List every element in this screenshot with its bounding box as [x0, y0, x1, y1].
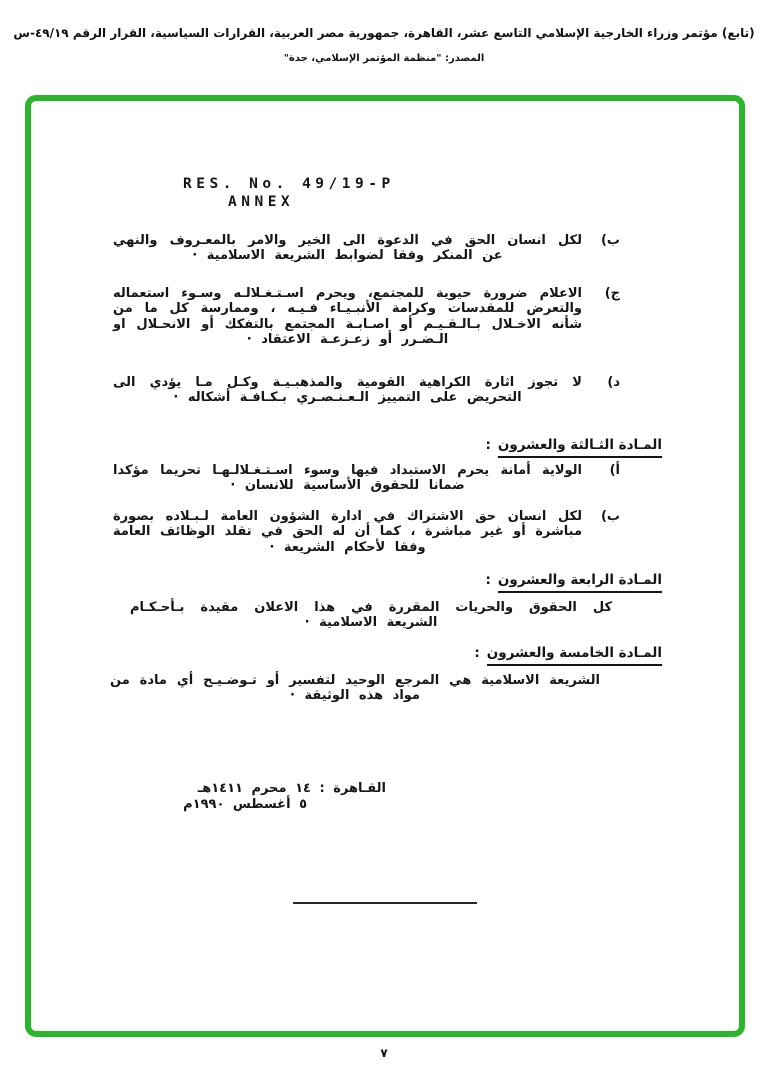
clause-j-label: ج): [604, 286, 620, 301]
resolution-number: RES. No. 49/19-P: [183, 176, 395, 192]
clause-b-label: ب): [600, 233, 620, 248]
clause-b-row: [113, 233, 620, 264]
article-24-heading-text: المـادة الرابعة والعشرون: [498, 572, 662, 593]
article-23-item-a-text: الولاية أمانة يحرم الاستبداد فيها وسوء اسـتـغـلالـهـا تحريما مؤكدا ضمانا للحقوق الأساسية للانسان ·: [113, 463, 582, 494]
clause-d-row: [113, 375, 620, 406]
article-23-heading-text: المـادة الثـالثة والعشرون: [498, 437, 662, 458]
page-header-source: المصدر: "منظمة المؤتمر الإسلامي، جدة": [283, 53, 485, 64]
end-separator-rule: [293, 902, 477, 904]
article-24-text: كل الحقوق والحريات المقررة في هذا الاعلان مقيدة بـأحـكـام الشريعة الاسلامية ·: [130, 600, 612, 631]
page-header-title: (تابع) مؤتمر وزراء الخارجية الإسلامي التاسع عشر، القاهرة، جمهورية مصر العربية، القرارات السياسية، القرار الرقم ٤٩/١٩-س: [13, 26, 755, 40]
dateline-hijri: القـاهرة : ١٤ محرم ١٤١١هـ: [197, 781, 386, 796]
article-25-heading-colon: :: [474, 645, 480, 661]
article-23-item-a-row: [113, 463, 620, 494]
article-25-heading: [474, 645, 662, 661]
dateline: [158, 781, 386, 812]
clause-j-row: [113, 286, 620, 348]
article-23-heading-colon: :: [485, 437, 491, 453]
article-23-item-a-label: أ): [609, 463, 620, 478]
clause-b-text: لكل انسان الحق في الدعوة الى الخير والامر بالمعـروف والنهي عن المنكر وفقا لضوابط الشريعة الاسلامية ·: [113, 233, 582, 264]
article-23-item-b-label: ب): [600, 509, 620, 524]
article-25-heading-text: المـادة الخامسة والعشرون: [487, 645, 662, 666]
dateline-gregorian: ٥ أغسطس ١٩٩٠م: [183, 796, 307, 812]
article-23-heading: [485, 437, 662, 453]
article-24-heading: [486, 572, 663, 588]
clause-d-text: لا تجوز اثارة الكراهية القومية والمذهبـيـة وكـل مـا يؤدي الى التحريض على التمييز الـعـنـصـري بـكـافـة أشكاله ·: [113, 375, 582, 406]
page-number: ٧: [380, 1046, 388, 1060]
clause-d-label: د): [607, 375, 620, 390]
article-23-item-b-row: [113, 509, 620, 555]
annex-label: ANNEX: [228, 194, 295, 210]
article-23-item-b-text: لكل انسان حق الاشتراك في ادارة الشؤون العامة لـبـلاده بصورة مباشرة أو غير مباشرة ، كما أن له الحق في تقلد الوظائف العامة وفقا لأحكام الشريعة ·: [113, 509, 582, 555]
clause-j-text: الاعلام ضرورة حيوية للمجتمع، ويحرم اسـتـغـلالـه وسـوء استعماله والتعرض للمقدسات وكرامة الأنبـيـاء فـيـه ، وممارسة كل ما من شأنه الاخـلال بـالـقـيـم أو اصـابـة المجتمع بالتفكك أو الانحـلال او الـضـرر أو زعـزعـة الاعتقاد ·: [113, 286, 582, 348]
article-24-heading-colon: :: [485, 572, 491, 588]
article-25-text: الشريعة الاسلامية هي المرجع الوحيد لتفسير أو تـوضـيـح أي مادة من مواد هذه الوثيقة ·: [110, 673, 600, 704]
